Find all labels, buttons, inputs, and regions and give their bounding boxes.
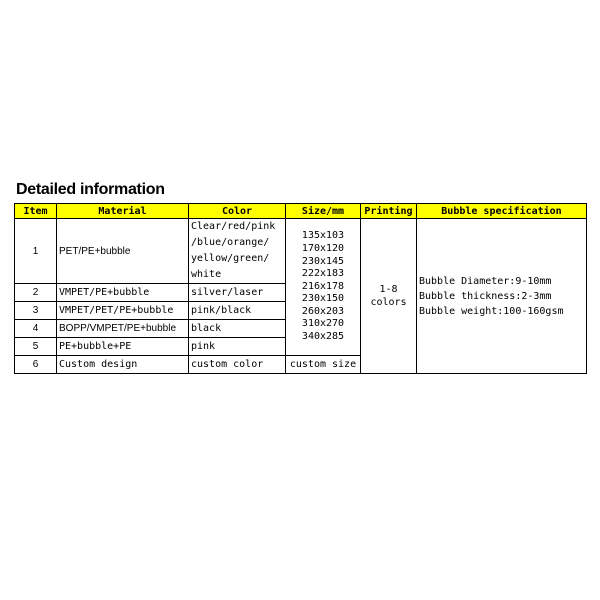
header-material: Material [57, 204, 189, 219]
table-row [15, 219, 587, 284]
printing-unit: colors [370, 297, 407, 308]
row-item: 4 [15, 320, 57, 338]
row-color: custom color [189, 356, 286, 374]
row-material: Custom design [57, 356, 189, 374]
row-material: VMPET/PE+bubble [57, 284, 189, 302]
bubble-thickness: Bubble thickness:2-3mm [419, 290, 552, 302]
row-material: PE+bubble+PE [57, 338, 189, 356]
bubble-spec-cell [417, 219, 587, 374]
detail-table [14, 203, 587, 374]
size-value: 230x145 [301, 255, 345, 267]
header-color: Color [189, 204, 286, 219]
row-material: VMPET/PET/PE+bubble [57, 302, 189, 320]
row-color: black [189, 320, 286, 338]
row-color [189, 219, 286, 284]
size-value: 216x178 [301, 280, 345, 292]
header-printing: Printing [361, 204, 417, 219]
printing-cell [361, 219, 417, 374]
row-item: 2 [15, 284, 57, 302]
color-line: Clear/red/pink [191, 221, 276, 232]
header-bubble: Bubble specification [417, 204, 587, 219]
size-list [286, 219, 361, 356]
size-value: 222x183 [301, 268, 345, 280]
bubble-diameter: Bubble Diameter:9-10mm [419, 275, 552, 287]
color-line: white [191, 269, 222, 280]
row-color: pink/black [189, 302, 286, 320]
bubble-weight: Bubble weight:100-160gsm [419, 305, 564, 317]
row-item: 6 [15, 356, 57, 374]
size-value: 260x203 [301, 305, 345, 317]
printing-range: 1-8 [379, 284, 398, 295]
row-item: 5 [15, 338, 57, 356]
row-material: PET/PE+bubble [57, 219, 189, 284]
row-item: 1 [15, 219, 57, 284]
row-item: 3 [15, 302, 57, 320]
size-value: 170x120 [301, 242, 345, 254]
header-size: Size/mm [286, 204, 361, 219]
color-line: /blue/orange/ [191, 237, 270, 248]
size-value: 230x150 [301, 293, 345, 305]
row-size: custom size [286, 356, 361, 374]
table-header-row [15, 204, 587, 219]
row-color: silver/laser [189, 284, 286, 302]
row-material: BOPP/VMPET/PE+bubble [57, 320, 189, 338]
color-line: yellow/green/ [191, 253, 270, 264]
size-value: 310x270 [301, 318, 345, 330]
header-item: Item [15, 204, 57, 219]
section-title: Detailed information [16, 181, 165, 198]
size-value: 135x103 [301, 230, 345, 242]
size-value: 340x285 [301, 331, 345, 343]
row-color: pink [189, 338, 286, 356]
